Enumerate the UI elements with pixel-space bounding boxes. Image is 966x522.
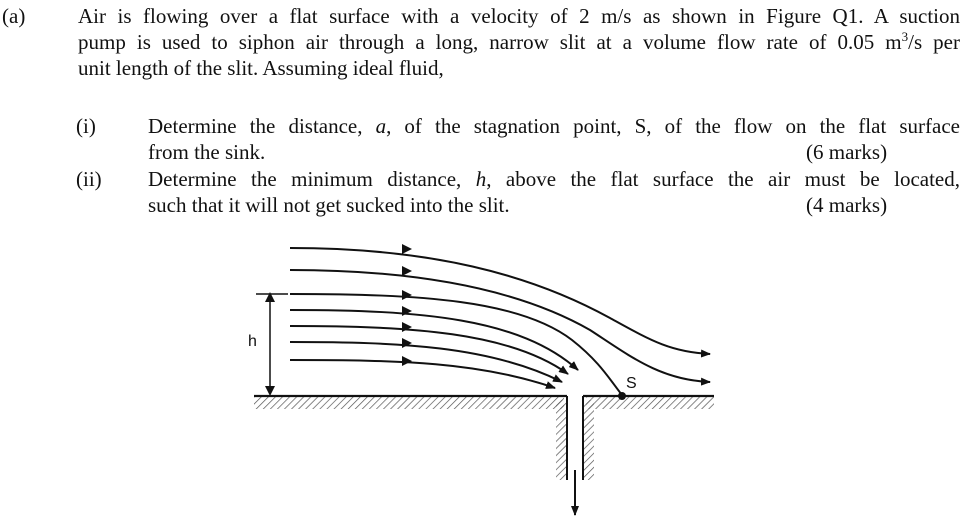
intro-line-3: unit length of the slit. Assuming ideal fluid, — [78, 56, 444, 80]
superscript-3: 3 — [901, 29, 909, 44]
streamlines-passing — [290, 248, 710, 382]
subpart-ii-line-2: such that it will not get sucked into the slit. — [148, 193, 510, 217]
intro-line-1: Air is flowing over a flat surface with a velocity of 2 m/s as shown in Figure Q1. A suction — [78, 4, 960, 28]
stagnation-label: S — [626, 375, 637, 392]
stagnation-point — [618, 392, 626, 400]
flat-surface — [254, 396, 714, 409]
subpart-i-line-2: from the sink. — [148, 140, 266, 164]
subpart-i-number: (i) — [76, 114, 96, 138]
part-label: (a) — [2, 4, 26, 28]
dividing-streamline — [290, 294, 622, 395]
flow-direction-arrows — [402, 244, 412, 366]
height-label: h — [248, 333, 257, 350]
subpart-i-marks: (6 marks) — [806, 140, 888, 164]
height-dimension — [248, 292, 288, 396]
subpart-ii-number: (ii) — [76, 167, 102, 191]
streamlines-captured — [290, 310, 578, 388]
subpart-i-line-1: Determine the distance, a, of the stagnation point, S, of the flow on the flat surface — [148, 114, 960, 138]
suction-slit — [556, 396, 594, 515]
subpart-ii-marks: (4 marks) — [806, 193, 888, 217]
intro-line-2: pump is used to siphon air through a long, narrow slit at a volume flow rate of 0.05 $m^3/s$ per — [78, 29, 960, 54]
subpart-ii-line-1: Determine the minimum distance, h, above the flat surface the air must be located, — [148, 167, 960, 191]
